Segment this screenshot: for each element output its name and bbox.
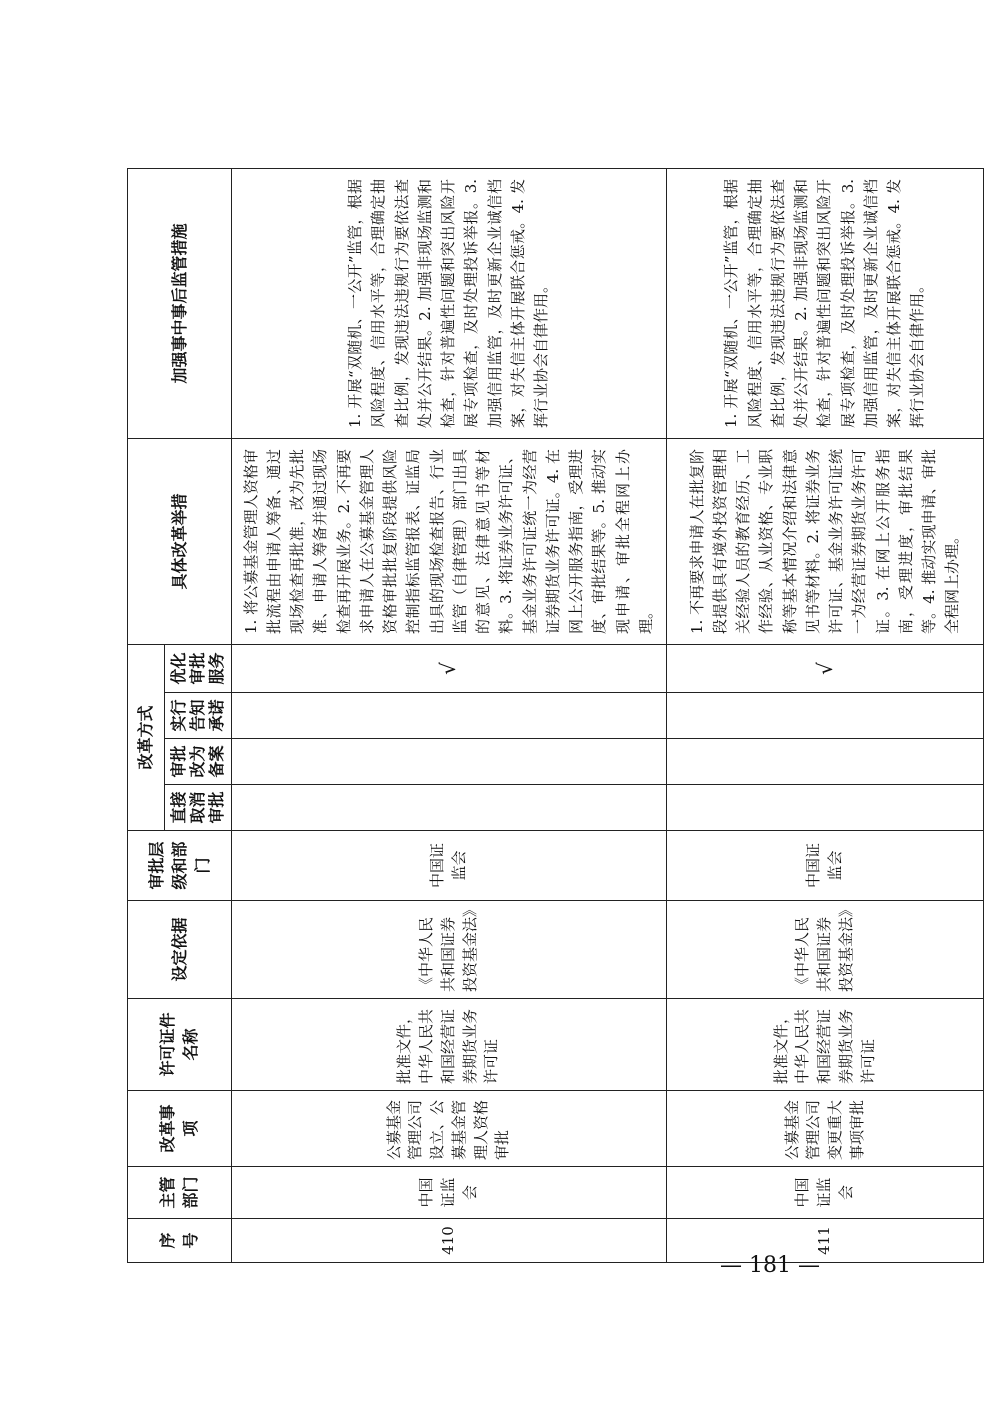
row-seq: 411 <box>667 1219 984 1263</box>
landscape-table-wrapper <box>127 169 962 1263</box>
header-measures: 具体改革举措 <box>128 438 232 644</box>
row-method-notify <box>667 693 984 739</box>
row-supervision: 1. 开展“双随机、一公开”监管，根据风险程度、信用水平等，合理确定抽查比例，发现违法违规行为要依法查处并公开结果。2. 加强非现场监测和检查，针对普遍性问题和突出风险开展专项检查，及时处理投诉举报。3. 加强信用监管，及时更新企业诚信档案，对失信主体开展联合惩戒。4. 发挥行业协会自律作用。 <box>231 168 667 438</box>
row-method-optimize-check: √ <box>231 644 667 692</box>
header-level: 审批层级和部门 <box>128 831 232 901</box>
row-license: 批准文件，中华人民共和国经营证券期货业务许可证 <box>231 999 667 1091</box>
header-license: 许可证件名称 <box>128 999 232 1091</box>
row-license: 批准文件，中华人民共和国经营证券期货业务许可证 <box>667 999 984 1091</box>
header-method-filing: 审批改为备案 <box>165 739 232 785</box>
row-dept: 中国证监会 <box>231 1167 667 1219</box>
row-seq: 410 <box>231 1219 667 1263</box>
header-supervision: 加强事中事后监管措施 <box>128 168 232 438</box>
row-method-cancel <box>667 785 984 831</box>
row-basis: 《中华人民共和国证券投资基金法》 <box>667 901 984 999</box>
row-method-cancel <box>231 785 667 831</box>
row-level: 中国证监会 <box>667 831 984 901</box>
row-measures: 1. 将公募基金管理人资格审批流程由申请人筹备、通过现场检查再批准，改为先批准、申请人筹备并通过现场检查再开展业务。2. 不再要求申请人在公募基金管理人资格审批批复阶段提供风险控制指标监管报表、证监局出具的现场检查报告、行业监管（自律管理）部门出具的意见、法律意见书等材料。3. 将证券业务许可证、基金业务许可证统一为经营证券期货业务许可证。4. 在网上公开服务指南，受理进度、审批结果等。5. 推动实现申请、审批全程网上办理。 <box>231 438 667 644</box>
row-method-filing <box>667 739 984 785</box>
page-number: — 181 — <box>720 1253 820 1278</box>
header-method-notify: 实行告知承诺 <box>165 693 232 739</box>
header-method-cancel: 直接取消审批 <box>165 785 232 831</box>
table-row <box>667 168 984 1262</box>
row-dept: 中国证监会 <box>667 1167 984 1219</box>
row-basis: 《中华人民共和国证券投资基金法》 <box>231 901 667 999</box>
rotated-table-region <box>127 169 962 1263</box>
row-method-notify <box>231 693 667 739</box>
header-seq: 序号 <box>128 1219 232 1263</box>
header-method-optimize: 优化审批服务 <box>165 644 232 692</box>
row-item: 公募基金管理公司变更重大事项审批 <box>667 1091 984 1167</box>
header-basis: 设定依据 <box>128 901 232 999</box>
row-method-optimize-check: √ <box>667 644 984 692</box>
row-item: 公募基金管理公司设立、公募基金管理人资格审批 <box>231 1091 667 1167</box>
header-dept: 主管部门 <box>128 1167 232 1219</box>
row-supervision: 1. 开展“双随机、一公开”监管，根据风险程度、信用水平等，合理确定抽查比例，发现违法违规行为要依法查处并公开结果。2. 加强非现场监测和检查，针对普遍性问题和突出风险开展专项检查，及时处理投诉举报。3. 加强信用监管，及时更新企业诚信档案，对失信主体开展联合惩戒。4. 发挥行业协会自律作用。 <box>667 168 984 438</box>
header-method: 改革方式 <box>128 644 165 830</box>
table-row <box>231 168 667 1262</box>
row-level: 中国证监会 <box>231 831 667 901</box>
row-method-filing <box>231 739 667 785</box>
header-row <box>128 168 165 1262</box>
header-item: 改革事项 <box>128 1091 232 1167</box>
row-measures: 1. 不再要求申请人在批复阶段提供具有境外投资管理相关经验人员的教育经历、工作经验、从业资格、专业职称等基本情况介绍和法律意见书等材料。2. 将证券业务许可证、基金业务许可证统一为经营证券期货业务许可证。3. 在网上公开服务指南，受理进度，审批结果等。4. 推动实现申请、审批全程网上办理。 <box>667 438 984 644</box>
reform-table <box>127 168 984 1263</box>
